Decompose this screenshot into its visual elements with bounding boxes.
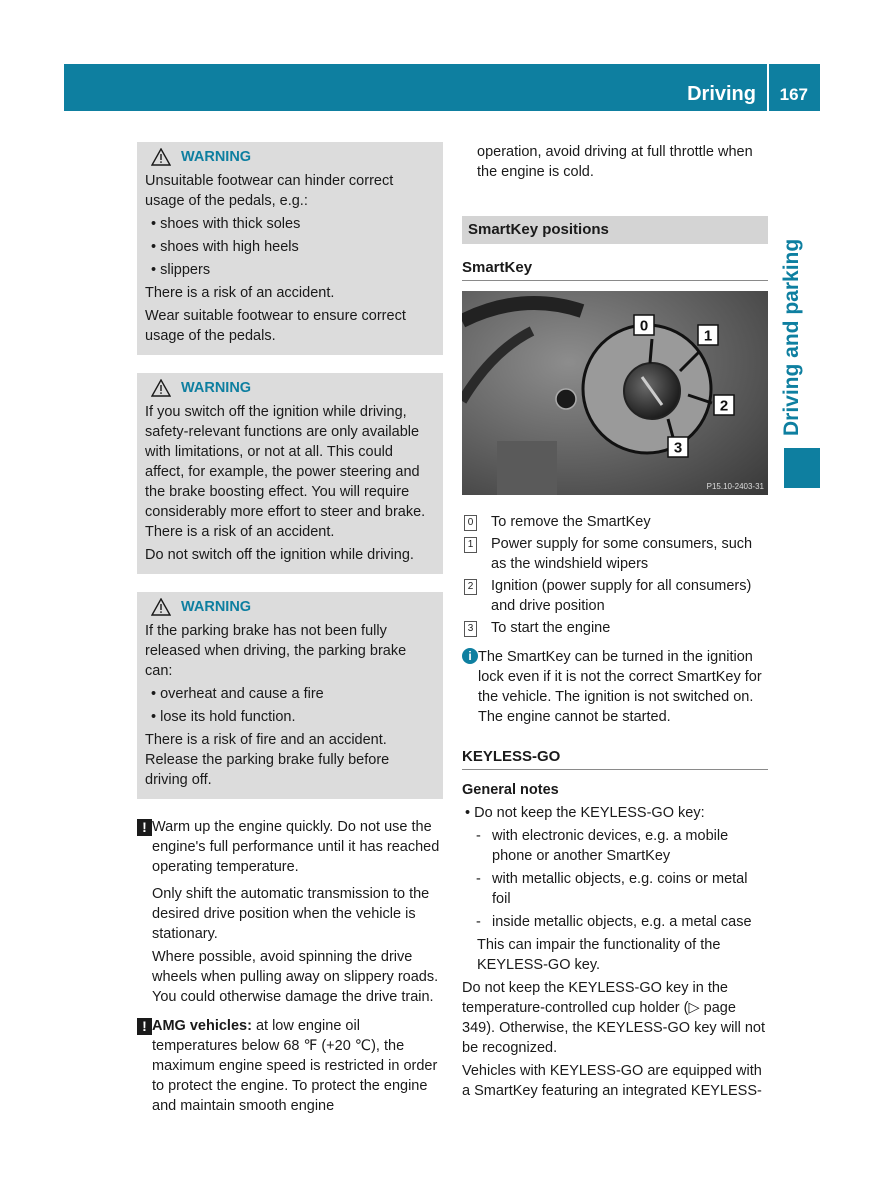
position-key-icon: 0 [464,515,477,531]
exclamation-icon: ! [137,1018,152,1035]
position-item: 3 To start the engine [462,618,768,638]
warning-triangle-icon [151,148,171,166]
position-item: 1 Power supply for some consumers, such as the windshield wipers [462,534,768,574]
position-key-icon: 1 [464,537,477,553]
notice-text: Where possible, avoid spinning the drive wheels when pulling away on slippery roads. You could otherwise damage the drive train. [152,949,439,1005]
position-label-1 [698,325,718,345]
warning-text: If the parking brake has not been fully released when driving, the parking brake can: [145,623,407,679]
info-text: The SmartKey can be turned in the ignition lock even if it is not the correct SmartKey for the vehicle. The ignition is not switched on. The engine cannot be started. [478,649,762,725]
warning-triangle-icon [151,598,171,616]
smartkey-ignition-figure [462,291,768,495]
position-item: 0 To remove the SmartKey [462,512,768,532]
side-tab-marker [784,448,820,488]
continued-text: operation, avoid driving at full throttle when the engine is cold. [477,144,753,180]
warning-text: There is a risk of fire and an accident. Release the parking brake fully before driving off. [145,732,390,788]
section-heading: SmartKey positions [462,216,768,244]
chapter-title: Driving [687,83,756,105]
warning-text: If you switch off the ignition while driving, safety-relevant functions are only available with limitations, or not at all. This could affect, for example, the power steering and the brake boosting effect. You will require considerably more effort to steer and brake. There is a risk of an accident. [145,404,426,540]
side-tab-label: Driving and parking [780,238,803,436]
dash-item: - with metallic objects, e.g. coins or metal foil [476,871,748,907]
page-header [64,64,820,111]
figure-code: P15.10-2403-31 [706,482,764,491]
notice-amg [137,1016,443,1119]
warning-title: WARNING [181,599,252,615]
warning-title: WARNING [181,149,252,165]
notice-warm-up [137,817,443,880]
position-key-icon: 2 [464,579,477,595]
bullet-item: • slippers [151,262,211,278]
position-label-0 [634,315,654,335]
exclamation-icon: ! [137,819,152,836]
position-label-2 [714,395,734,415]
left-column [137,142,443,1123]
warning-triangle-icon [151,379,171,397]
page-number: 167 [779,85,808,104]
notice-text: Warm up the engine quickly. Do not use the engine's full performance until it has reached operating temperature. [152,819,440,875]
position-item: 2 Ignition (power supply for all consumers) and drive position [462,576,768,616]
warning-box-footwear [137,142,443,355]
info-icon: i [462,648,478,664]
keyless-go-heading: KEYLESS-GO [462,747,768,770]
warning-title: WARNING [181,380,252,396]
bullet-item: • shoes with thick soles [151,216,301,232]
warning-text: Unsuitable footwear can hinder correct usage of the pedals, e.g.: [145,173,394,209]
svg-text:1: 1 [703,327,713,345]
body-text: Vehicles with KEYLESS-GO are equipped with a SmartKey featuring an integrated KEYLESS- [462,1063,762,1099]
dash-item: - inside metallic objects, e.g. a metal case [476,914,752,930]
general-notes-heading: General notes [462,782,559,798]
svg-text:2: 2 [719,397,729,415]
position-label-3 [668,437,688,457]
info-note [462,647,768,727]
body-text: Do not keep the KEYLESS-GO key in the temperature-controlled cup holder (▷ page 349). Otherwise, the KEYLESS-GO key will not be recognized. [462,980,766,1056]
bullet-item: • lose its hold function. [151,709,296,725]
body-text: This can impair the functionality of the KEYLESS-GO key. [477,937,721,973]
warning-text: There is a risk of an accident. [145,285,335,301]
bullet-item: • Do not keep the KEYLESS-GO key: [465,805,705,821]
bullet-item: • shoes with high heels [151,239,299,255]
warning-text: Do not switch off the ignition while driving. [145,547,414,563]
dash-item: - with electronic devices, e.g. a mobile phone or another SmartKey [476,828,729,864]
warning-box-parking-brake [137,592,443,799]
warning-box-ignition [137,373,443,574]
bullet-item: • overheat and cause a fire [151,686,324,702]
notice-text: AMG vehicles: at low engine oil temperatures below 68 ℉ (+20 ℃), the maximum engine speed is restricted in order to protect the engine. To protect the engine and maintain smooth engine [152,1018,438,1114]
notice-text: Only shift the automatic transmission to the desired drive position when the vehicle is stationary. [152,886,430,942]
right-column [462,142,768,1104]
header-divider [767,64,769,111]
warning-text: Wear suitable footwear to ensure correct usage of the pedals. [145,308,406,344]
svg-text:3: 3 [673,439,683,457]
position-key-icon: 3 [464,621,477,637]
smartkey-heading: SmartKey [462,258,768,281]
svg-text:0: 0 [639,317,649,335]
